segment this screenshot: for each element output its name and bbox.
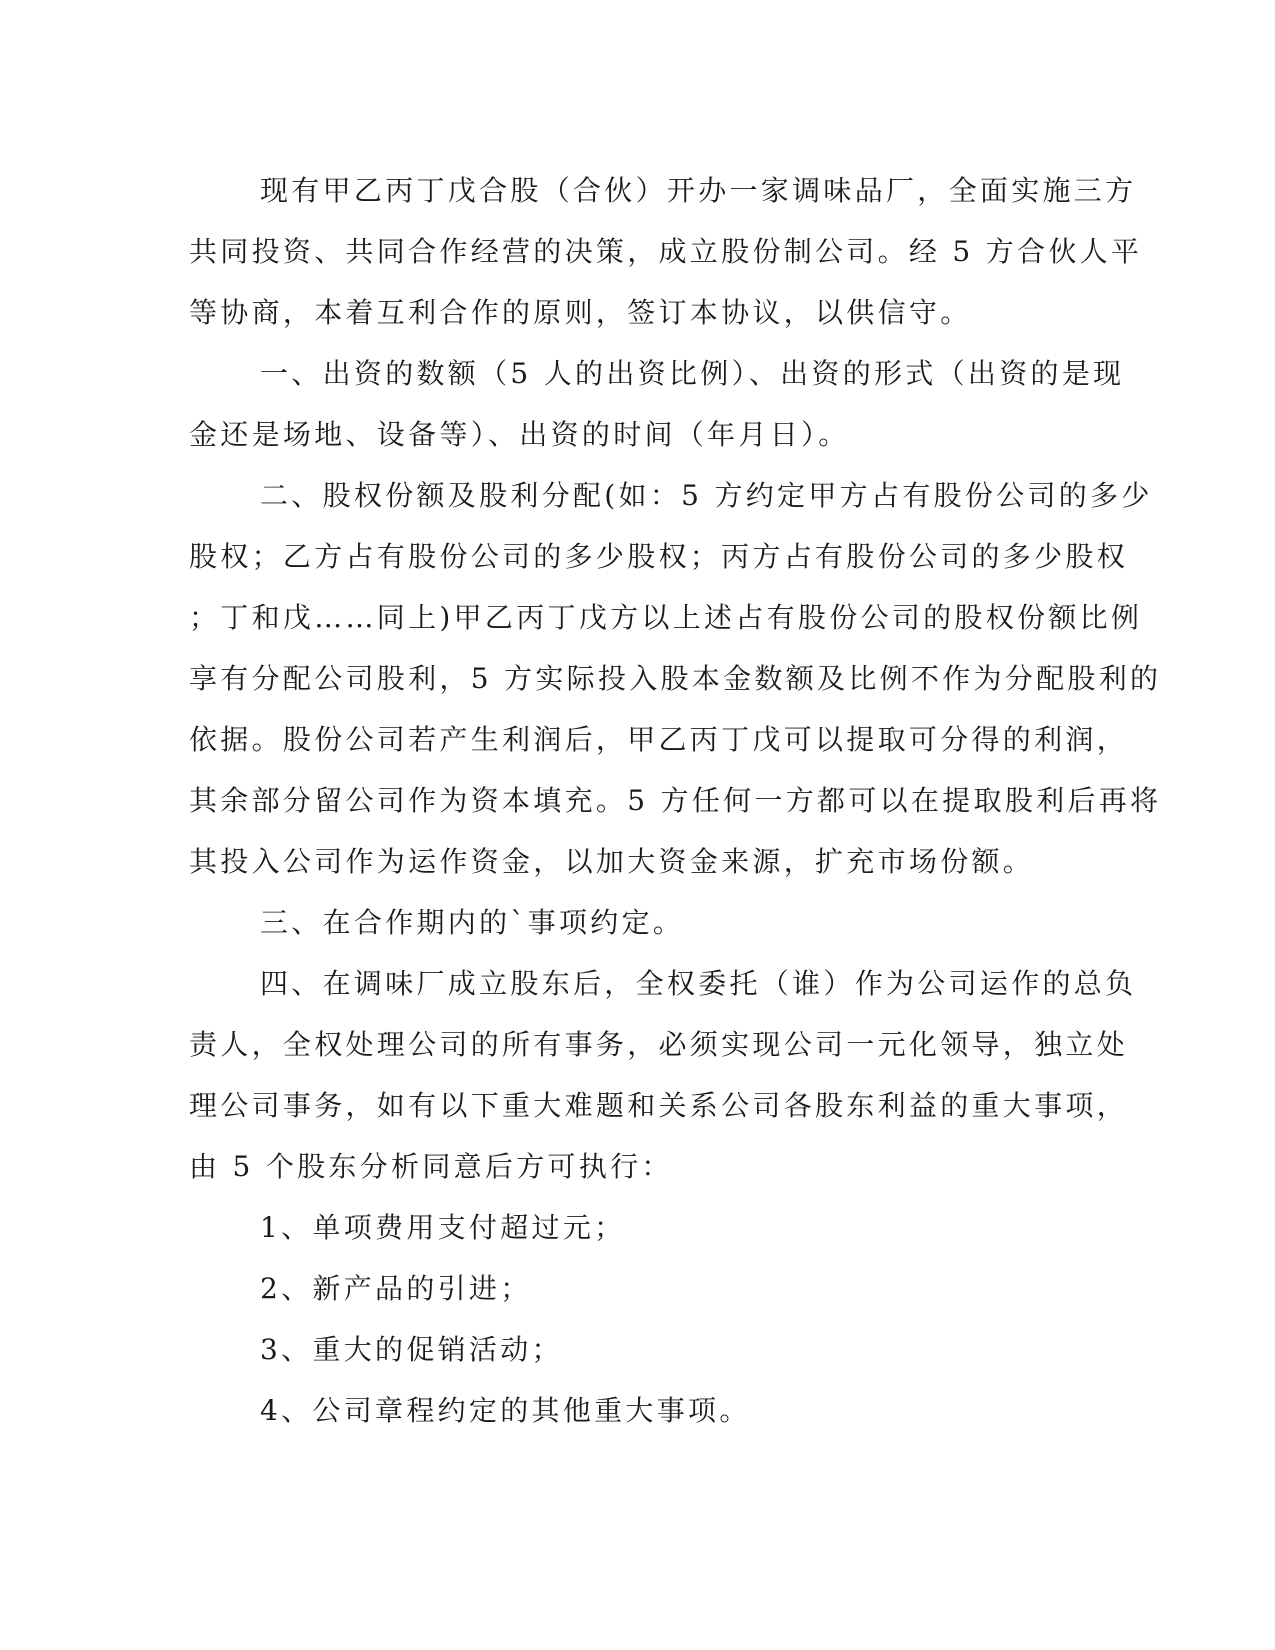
clause-2-line-4: 享有分配公司股利，5 方实际投入股本金数额及比例不作为分配股利的 (189, 662, 1162, 695)
clause-2-line-6: 其余部分留公司作为资本填充。5 方任何一方都可以在提取股利后再将 (189, 784, 1162, 817)
clause-1-line-2: 金还是场地、设备等）、出资的时间（年月日）。 (189, 418, 850, 451)
document-body (189, 160, 1162, 1441)
clause-1-line-1: 一、出资的数额（5 人的出资比例）、出资的形式（出资的是现 (260, 357, 1125, 390)
paragraph-1-line-2: 共同投资、共同合作经营的决策，成立股份制公司。经 5 方合伙人平 (189, 235, 1143, 268)
clause-4-line-4: 由 5 个股东分析同意后方可执行： (189, 1150, 673, 1183)
list-item-4: 4、公司章程约定的其他重大事项。 (260, 1394, 751, 1427)
paragraph-1-line-1: 现有甲乙丙丁戊合股（合伙）开办一家调味品厂，全面实施三方 (260, 174, 1137, 207)
list-item-3: 3、重大的促销活动； (260, 1333, 563, 1366)
paragraph-1-line-3: 等协商，本着互利合作的原则，签订本协议，以供信守。 (189, 296, 972, 329)
list-item-1: 1、单项费用支付超过元； (260, 1211, 626, 1244)
clause-2-line-5: 依据。股份公司若产生利润后，甲乙丙丁戊可以提取可分得的利润， (189, 723, 1129, 756)
clause-2-line-2: 股权；乙方占有股份公司的多少股权；丙方占有股份公司的多少股权 (189, 540, 1129, 573)
clause-2-line-3: ；丁和戊……同上)甲乙丙丁戊方以上述占有股份公司的股权份额比例 (189, 601, 1143, 634)
clause-2-line-1: 二、股权份额及股利分配(如：5 方约定甲方占有股份公司的多少 (260, 479, 1153, 512)
clause-3-line-1: 三、在合作期内的`事项约定。 (260, 906, 685, 939)
clause-4-line-3: 理公司事务，如有以下重大难题和关系公司各股东利益的重大事项， (189, 1089, 1129, 1122)
clause-2-line-7: 其投入公司作为运作资金，以加大资金来源，扩充市场份额。 (189, 845, 1035, 878)
list-item-2: 2、新产品的引进； (260, 1272, 532, 1305)
clause-4-line-2: 责人，全权处理公司的所有事务，必须实现公司一元化领导，独立处 (189, 1028, 1129, 1061)
clause-4-line-1: 四、在调味厂成立股东后，全权委托（谁）作为公司运作的总负 (260, 967, 1137, 1000)
